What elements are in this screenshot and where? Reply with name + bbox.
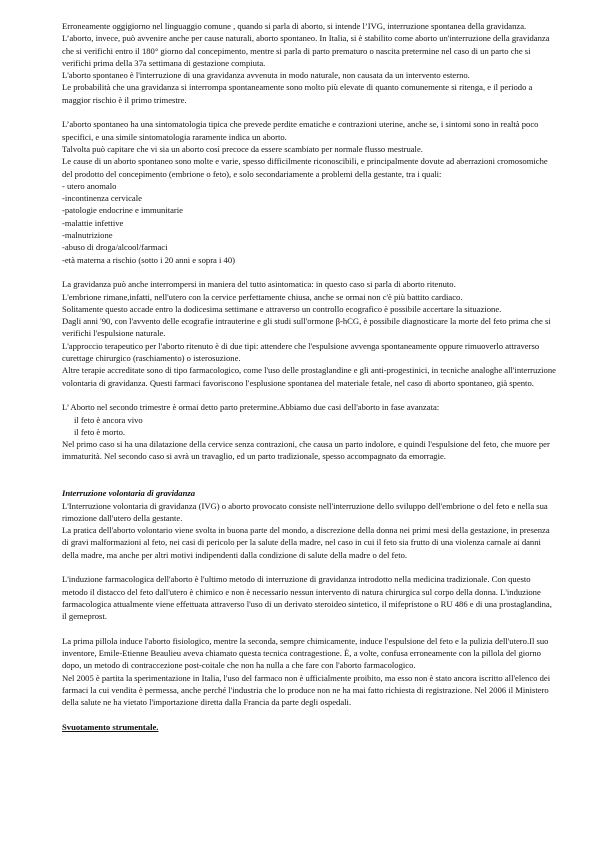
ritenuto-paragraph-3: Solitamente questo accade entro la dodicesima settimane e attraverso un controllo ecografico è possibile accertare la situazione. bbox=[62, 303, 502, 314]
section-heading-svuotamento: Svuotamento strumentale. bbox=[62, 721, 159, 732]
cause-item: -malnutrizione bbox=[62, 230, 113, 241]
ritenuto-paragraph-4: Dagli anni '90, con l'avvento delle ecografie intrauterine e gli studi sull'ormone β-hCG, è possibile diagnosticare la morte del feto prima che si verifichi l'espulsione naturale. bbox=[62, 316, 551, 339]
secondo-trimestre-lead: L’ Aborto nel secondo trimestre è ormai detto parto pretermine.Abbiamo due casi dell'aborto in fase avanzata: bbox=[62, 402, 440, 413]
cause-item: -incontinenza cervicale bbox=[62, 193, 142, 204]
intro-paragraph-3: Le probabilità che una gravidanza si interrompa spontaneamente sono molto più elevate di quanto comunemente si ritenga, e il periodo a maggior rischio è il primo trimestre. bbox=[62, 82, 533, 105]
document-page bbox=[62, 20, 558, 733]
cause-item: - utero anomalo bbox=[62, 180, 117, 191]
spontaneo-paragraph-1: L’aborto spontaneo ha una sintomatologia tipica che prevede perdite ematiche e contrazioni uterine, anche se, i sintomi sono in realtà poco specifici, e una simile sintomatologia raramente indica un aborto. bbox=[62, 119, 539, 142]
intro-paragraph-2: L'aborto spontaneo è l'interruzione di una gravidanza avvenuta in modo naturale, non causata da un intervento esterno. bbox=[62, 70, 470, 81]
cause-item: -malattie infettive bbox=[62, 217, 124, 228]
pillola-paragraph-2: Nel 2005 è partita la sperimentazione in Italia, l'uso del farmaco non è ufficialmente proibito, ma esso non è stato ancora iscritto all'elenco dei farmaci la cui vendita è permessa, anche perché l'industria che lo produce non ne ha mai fatto richiesta di registrazione. Nel 2006 il Ministero della salute ne ha vietato l'importazione diretta dalla Francia da parte degli ospedali. bbox=[62, 672, 551, 708]
case-item: il feto è morto. bbox=[74, 426, 126, 437]
spontaneo-paragraph-3: Le cause di un aborto spontaneo sono molte e varie, spesso difficilmente riconoscibili, e principalmente dovute ad aberrazioni cromosomiche del prodotto del concepimento (embrione o feto), e solo secondariamente a problemi della gestante, tra i quali: bbox=[62, 156, 548, 179]
pillola-paragraph-1: La prima pillola induce l'aborto fisiologico, mentre la seconda, sempre chimicamente, induce l'espulsione del feto e la pulizia dell'utero.Il suo inventore, Emile-Etienne Beaulieu aveva chiamato questa tecnica contragestione. È, a volte, confusa erroneamente con la pillola del giorno dopo, un metodo di contraccezione post-coitale che non ha nulla a che fare con l'aborto farmacologico. bbox=[62, 635, 549, 671]
ritenuto-paragraph-6: Altre terapie accreditate sono di tipo farmacologico, come l'uso delle prostaglandine e gli anti-progestinici, in tecniche analoghe all'interruzione volontaria di gravidanza. Questi farmaci favoriscono l'esplusione spontanea del materiale fetale, nel caso di aborto spontaneo, già spento. bbox=[62, 365, 556, 388]
spontaneo-paragraph-2: Talvolta può capitare che vi sia un aborto così precoce da essere scambiato per normale flusso mestruale. bbox=[62, 143, 423, 154]
case-item: il feto è ancora vivo bbox=[74, 414, 143, 425]
cause-item: -abuso di droga/alcool/farmaci bbox=[62, 242, 168, 253]
intro-paragraph-1: Erroneamente oggigiorno nel linguaggio comune , quando si parla di aborto, si intende l’IVG, interruzione spontanea della gravidanza. L’aborto, invece, può avvenire anche per cause naturali, aborto spontaneo. In Italia, si è stabilito come aborto un'interruzione della gravidanza che si verifichi entro il 180° giorno dal concepimento, mentre si parla di parto prematuro o nascita pretermine nel caso di un parto che si verifichi prima della 37a settimana di gestazione compiuta. bbox=[62, 21, 550, 68]
ritenuto-paragraph-5: L'approccio terapeutico per l'aborto ritenuto è di due tipi: attendere che l'espulsione avvenga spontaneamente oppure rimuoverlo attraverso curettage chirurgico (raschiamento) o isterosuzione. bbox=[62, 340, 540, 364]
cause-item: -patologie endocrine e immunitarie bbox=[62, 205, 183, 216]
section-heading-ivg: Interruzione volontaria di gravidanza bbox=[62, 488, 195, 499]
ritenuto-paragraph-2: L'embrione rimane,infatti, nell'utero con la cervice perfettamente chiusa, anche se ormai non c'è più battito cardiaco. bbox=[62, 291, 463, 302]
ritenuto-paragraph-1: La gravidanza può anche interrompersi in maniera del tutto asintomatica: in questo caso si parla di aborto ritenuto. bbox=[62, 279, 456, 290]
ivg-farmacologica-paragraph: L'induzione farmacologica dell'aborto è l'ultimo metodo di interruzione di gravidanza introdotto nella medicina tradizionale. Con questo metodo il distacco del feto dall'utero è chimico e non è necessario nessun intervento di natura chirurgica sul corpo della donna. L'induzione farmacologica attualmente viene effettuata attraverso l'uso di un derivato steroideo sintetico, il mifepristone o RU 486 e di una prostaglandina, il gemeprost. bbox=[62, 574, 552, 622]
cause-item: -età materna a rischio (sotto i 20 anni e sopra i 40) bbox=[62, 254, 236, 265]
ivg-paragraph-1: L'Interruzione volontaria di gravidanza (IVG) o aborto provocato consiste nell'interruzione dello sviluppo dell'embrione o del feto e nella sua rimozione dall'utero della gestante. bbox=[62, 500, 548, 523]
ivg-paragraph-2: La pratica dell'aborto volontario viene svolta in buona parte del mondo, a discrezione della donna nei primi mesi della gestazione, in presenza di gravi malformazioni al feto, nei casi di pericolo per la salute della madre, nel caso in cui il feto sia frutto di una violenza carnale ai danni della madre, ma anche per altri motivi indipendenti dalla condizione di salute della madre o del feto. bbox=[62, 525, 550, 560]
secondo-trimestre-tail: Nel primo caso si ha una dilatazione della cervice senza contrazioni, che causa un parto indolore, e quindi l'espulsione del feto, che muore per immaturità. Nel secondo caso si avrà un travaglio, ed un parto tradizionale, spesso accompagnato da emorragie. bbox=[62, 439, 550, 462]
